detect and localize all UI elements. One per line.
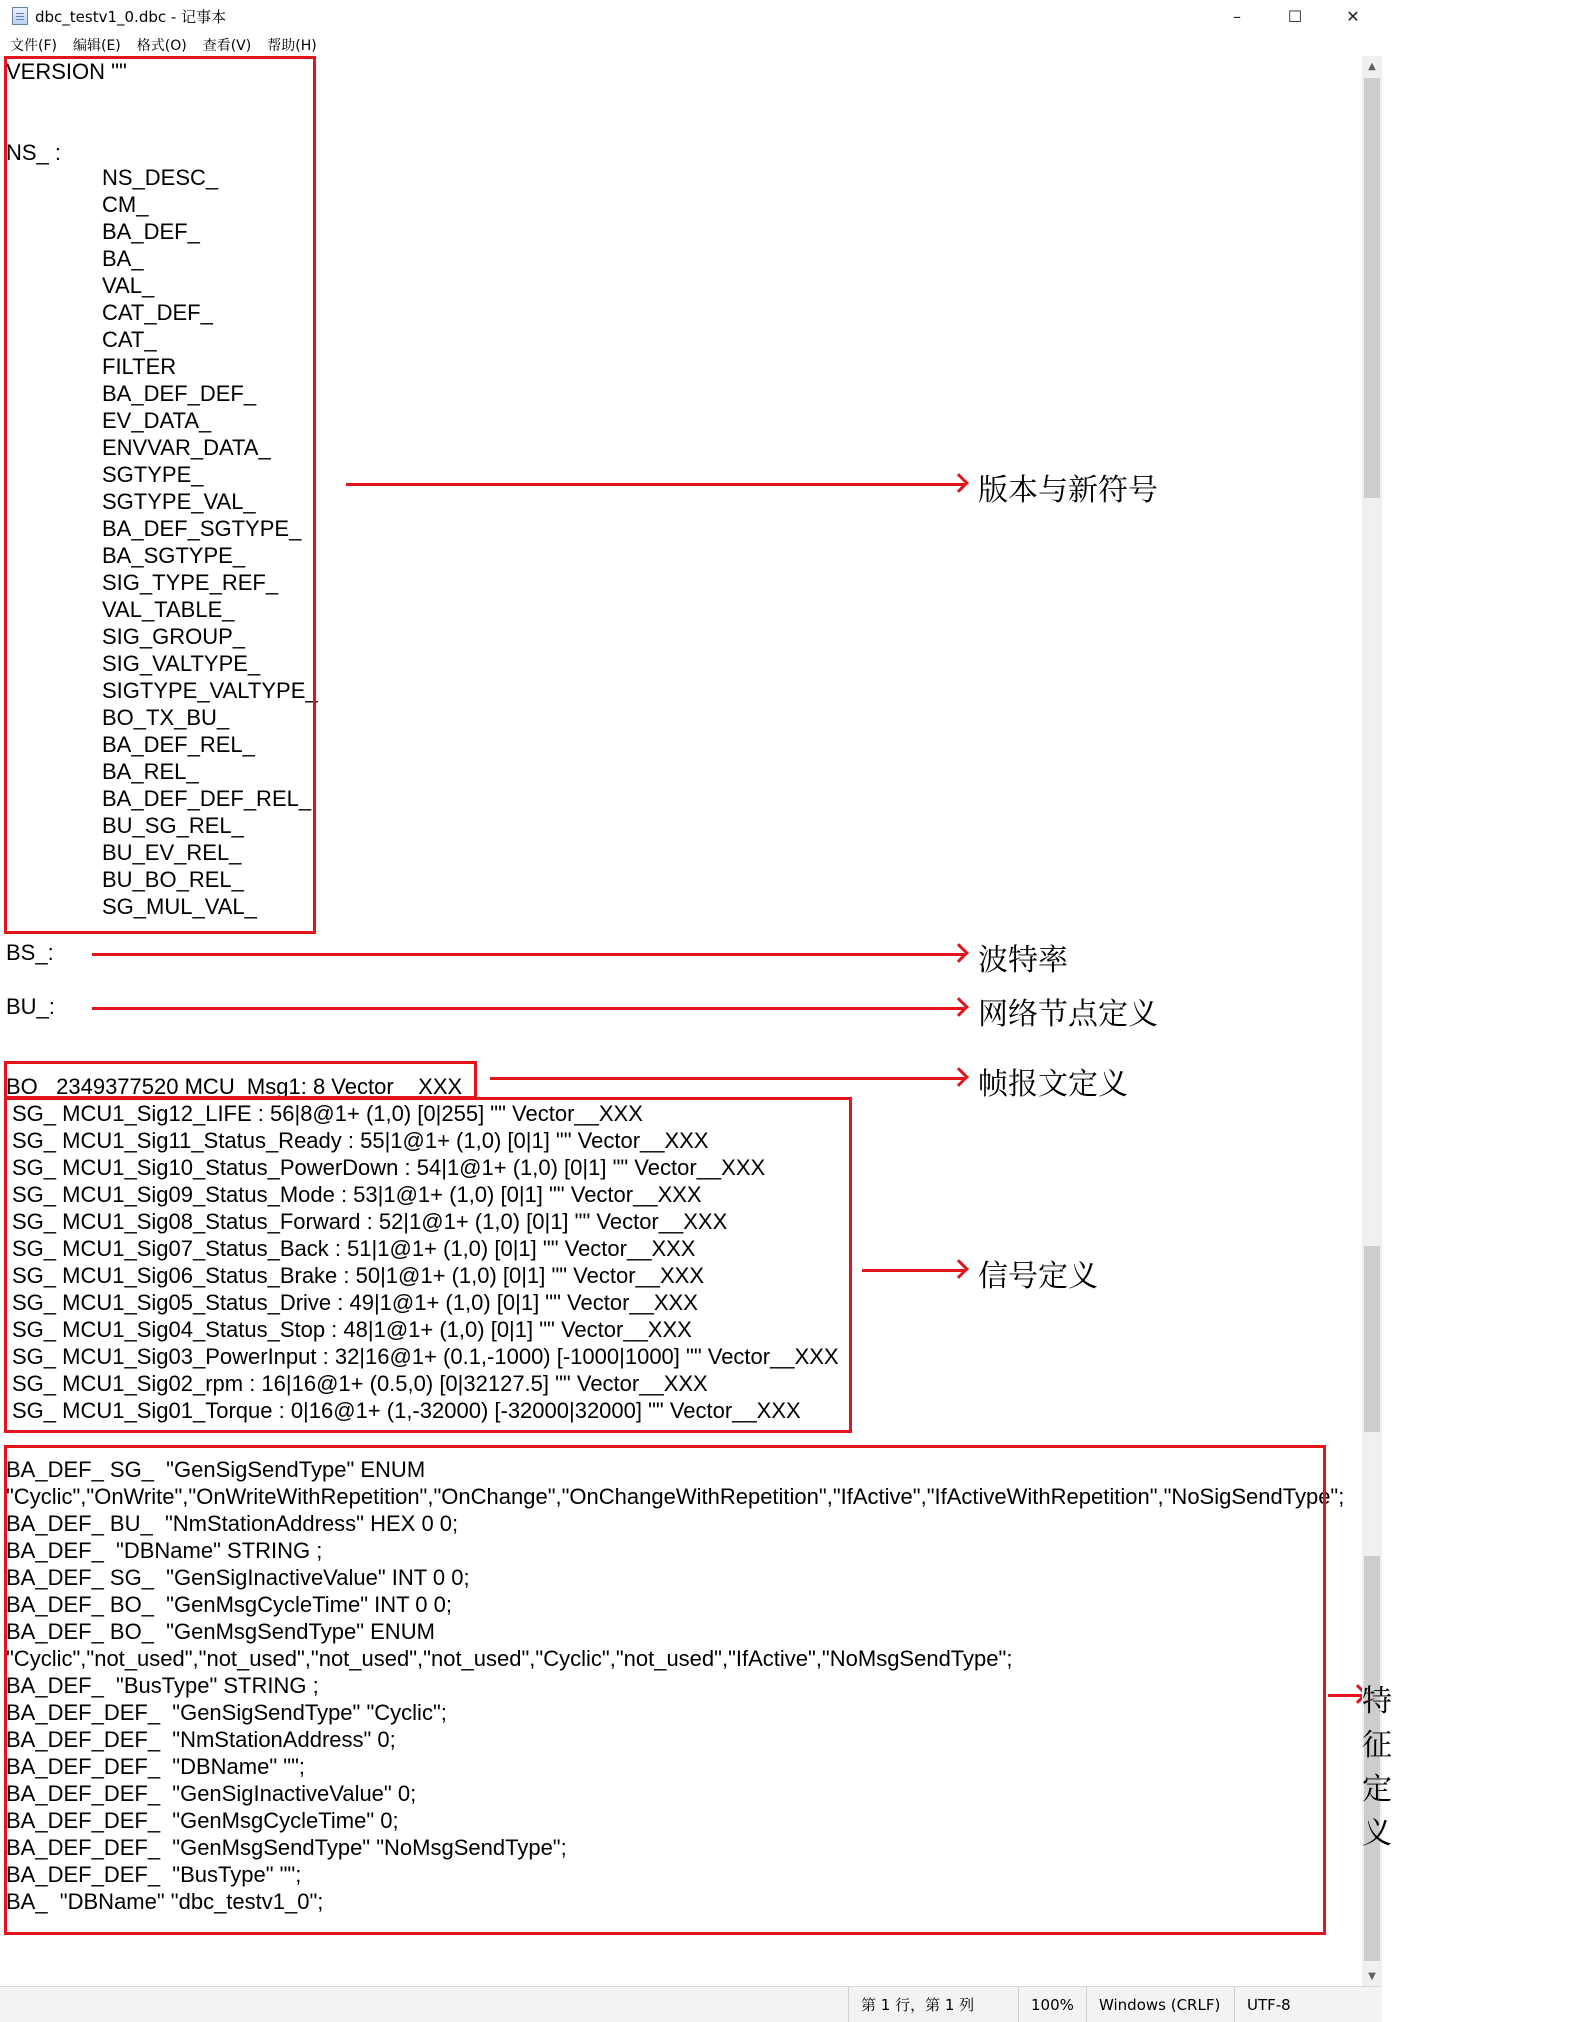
minimize-button[interactable]: – — [1233, 6, 1241, 26]
bo-arrow — [490, 1077, 964, 1080]
bs-arrow — [92, 953, 964, 956]
ns-item: EV_DATA_ — [102, 408, 212, 433]
signal-line: SG_ MCU1_Sig10_Status_PowerDown : 54|1@1+ (1,0) [0|1] "" Vector__XXX — [12, 1155, 766, 1180]
ns-item: SG_MUL_VAL_ — [102, 894, 257, 919]
ns-item: CM_ — [102, 192, 149, 217]
attribute-line: BA_DEF_DEF_ "BusType" ""; — [6, 1862, 302, 1887]
signal-line: SG_ MCU1_Sig12_LIFE : 56|8@1+ (1,0) [0|255] "" Vector__XXX — [12, 1101, 643, 1126]
encoding: UTF-8 — [1234, 1987, 1382, 2022]
attribute-line: BA_DEF_ BU_ "NmStationAddress" HEX 0 0; — [6, 1511, 459, 1536]
maximize-button[interactable]: ☐ — [1287, 6, 1303, 26]
note-bo: 帧报文定义 — [978, 1067, 1128, 1102]
notepad-icon — [12, 7, 28, 25]
menu-help[interactable]: 帮助(H) — [267, 38, 317, 54]
ns-item: BU_EV_REL_ — [102, 840, 242, 865]
menu-file[interactable]: 文件(F) — [10, 38, 57, 54]
attribute-line: "Cyclic","not_used","not_used","not_used","not_used","Cyclic","not_used","IfActive","NoMsgSendType"; — [6, 1646, 1013, 1671]
menu-edit[interactable]: 编辑(E) — [72, 38, 121, 54]
signal-line: SG_ MCU1_Sig07_Status_Back : 51|1@1+ (1,0) [0|1] "" Vector__XXX — [12, 1236, 696, 1261]
window-controls — [1208, 0, 1382, 32]
ns-item: NS_DESC_ — [102, 165, 219, 190]
ns-item: BA_DEF_SGTYPE_ — [102, 516, 302, 541]
scroll-up-icon[interactable]: ▲ — [1368, 60, 1376, 72]
note-bu: 网络节点定义 — [978, 997, 1158, 1032]
attribute-line: BA_DEF_ "BusType" STRING ; — [6, 1673, 319, 1698]
line-ending: Windows (CRLF) — [1086, 1987, 1234, 2022]
note-version-ns: 版本与新符号 — [978, 473, 1158, 508]
window-title: dbc_testv1_0.dbc - 记事本 — [35, 7, 227, 26]
attribute-line: BA_DEF_DEF_ "GenMsgSendType" "NoMsgSendType"; — [6, 1835, 567, 1860]
attribute-line: BA_DEF_DEF_ "NmStationAddress" 0; — [6, 1727, 396, 1752]
attribute-line: BA_DEF_DEF_ "GenSigInactiveValue" 0; — [6, 1781, 417, 1806]
bo-line: BO_ 2349377520 MCU_Msg1: 8 Vector__XXX — [6, 1074, 463, 1099]
attribute-line: BA_DEF_ "DBName" STRING ; — [6, 1538, 323, 1563]
attribute-line: BA_DEF_ BO_ "GenMsgCycleTime" INT 0 0; — [6, 1592, 452, 1617]
version-line: VERSION "" — [6, 59, 127, 84]
attribute-line: "Cyclic","OnWrite","OnWriteWithRepetition","OnChange","OnChangeWithRepetition","IfActive","IfActiveWithRepetition","NoSigSendType"; — [6, 1484, 1345, 1509]
sg-arrow — [862, 1269, 964, 1272]
version-ns-arrow — [346, 483, 964, 486]
version-ns-box — [4, 56, 316, 934]
ns-item: BA_REL_ — [102, 759, 199, 784]
ns-item: SIG_VALTYPE_ — [102, 651, 261, 676]
close-button[interactable]: ✕ — [1346, 6, 1360, 26]
scroll-thumb[interactable] — [1364, 78, 1380, 498]
signal-line: SG_ MCU1_Sig03_PowerInput : 32|16@1+ (0.1,-1000) [-1000|1000] "" Vector__XXX — [12, 1344, 839, 1369]
scroll-track-segment — [1364, 1246, 1380, 1432]
bo-box — [4, 1061, 477, 1099]
menu-format[interactable]: 格式(O) — [136, 38, 187, 54]
menu-view[interactable]: 查看(V) — [202, 38, 252, 54]
note-bs: 波特率 — [978, 943, 1068, 978]
ns-item: ENVVAR_DATA_ — [102, 435, 271, 460]
ns-item: FILTER — [102, 354, 177, 379]
zoom-level: 100% — [1018, 1987, 1086, 2022]
status-bar — [0, 1986, 1382, 2022]
ba-arrow — [1328, 1694, 1363, 1697]
ns-item: SIGTYPE_VALTYPE_ — [102, 678, 318, 703]
ns-item: VAL_ — [102, 273, 155, 298]
ba-box — [4, 1445, 1326, 1935]
ns-item: BO_TX_BU_ — [102, 705, 230, 730]
scroll-down-icon[interactable]: ▼ — [1368, 1970, 1376, 1982]
ns-item: CAT_ — [102, 327, 157, 352]
signal-line: SG_ MCU1_Sig05_Status_Drive : 49|1@1+ (1,0) [0|1] "" Vector__XXX — [12, 1290, 698, 1315]
signal-line: SG_ MCU1_Sig02_rpm : 16|16@1+ (0.5,0) [0|32127.5] "" Vector__XXX — [12, 1371, 708, 1396]
attribute-line: BA_DEF_ SG_ "GenSigSendType" ENUM — [6, 1457, 426, 1482]
attribute-line: BA_DEF_ SG_ "GenSigInactiveValue" INT 0 0; — [6, 1565, 470, 1590]
ns-item: BA_SGTYPE_ — [102, 543, 246, 568]
ns-item: VAL_TABLE_ — [102, 597, 235, 622]
ns-item: SIG_GROUP_ — [102, 624, 246, 649]
ns-header: NS_ : — [6, 140, 62, 165]
ns-item: SGTYPE_ — [102, 462, 204, 487]
signal-line: SG_ MCU1_Sig11_Status_Ready : 55|1@1+ (1,0) [0|1] "" Vector__XXX — [12, 1128, 709, 1153]
bs-line: BS_: — [6, 940, 54, 965]
ns-item: SIG_TYPE_REF_ — [102, 570, 279, 595]
sg-box — [4, 1097, 852, 1433]
title-bar — [0, 0, 1382, 32]
note-sg: 信号定义 — [978, 1259, 1098, 1294]
ns-item: BU_BO_REL_ — [102, 867, 244, 892]
signal-line: SG_ MCU1_Sig04_Status_Stop : 48|1@1+ (1,0) [0|1] "" Vector__XXX — [12, 1317, 692, 1342]
ns-item: CAT_DEF_ — [102, 300, 213, 325]
signal-line: SG_ MCU1_Sig06_Status_Brake : 50|1@1+ (1,0) [0|1] "" Vector__XXX — [12, 1263, 705, 1288]
attribute-line: BA_DEF_DEF_ "GenMsgCycleTime" 0; — [6, 1808, 399, 1833]
menu-bar — [0, 34, 1382, 56]
bu-arrow — [92, 1007, 964, 1010]
text-editor[interactable] — [0, 56, 1392, 1986]
ns-item: BA_ — [102, 246, 144, 271]
ns-item: BU_SG_REL_ — [102, 813, 244, 838]
attribute-line: BA_DEF_DEF_ "DBName" ""; — [6, 1754, 305, 1779]
ns-item: BA_DEF_REL_ — [102, 732, 255, 757]
note-ba: 特征定义 — [1362, 1684, 1392, 1851]
signal-line: SG_ MCU1_Sig01_Torque : 0|16@1+ (1,-32000) [-32000|32000] "" Vector__XXX — [12, 1398, 801, 1423]
ns-item: BA_DEF_DEF_ — [102, 381, 257, 406]
signal-line: SG_ MCU1_Sig09_Status_Mode : 53|1@1+ (1,0) [0|1] "" Vector__XXX — [12, 1182, 702, 1207]
attribute-line: BA_DEF_DEF_ "GenSigSendType" "Cyclic"; — [6, 1700, 447, 1725]
ns-item: BA_DEF_ — [102, 219, 200, 244]
attribute-line: BA_DEF_ BO_ "GenMsgSendType" ENUM — [6, 1619, 435, 1644]
signal-line: SG_ MCU1_Sig08_Status_Forward : 52|1@1+ (1,0) [0|1] "" Vector__XXX — [12, 1209, 728, 1234]
attribute-line: BA_ "DBName" "dbc_testv1_0"; — [6, 1889, 324, 1914]
cursor-position: 第 1 行，第 1 列 — [848, 1987, 1018, 2022]
bu-line: BU_: — [6, 994, 55, 1019]
ns-item: BA_DEF_DEF_REL_ — [102, 786, 312, 811]
ns-item: SGTYPE_VAL_ — [102, 489, 256, 514]
